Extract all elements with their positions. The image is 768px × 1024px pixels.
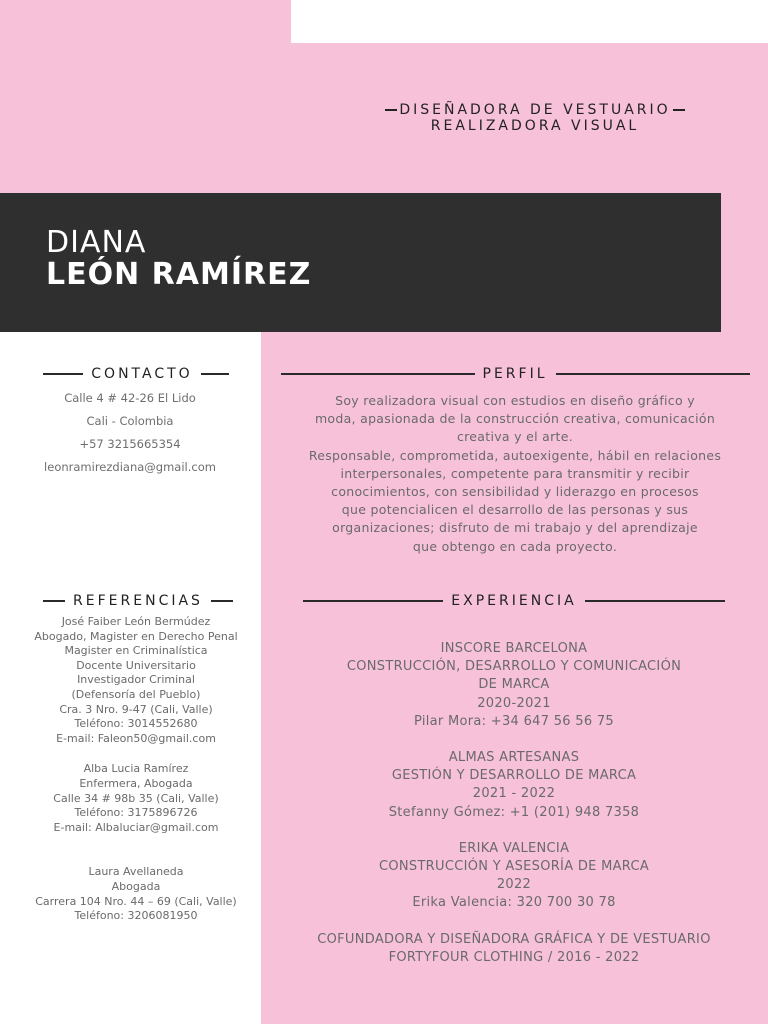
perfil-line: Responsable, comprometida, autoexigente, hábil en relaciones [308, 447, 722, 463]
perfil-line: moda, apasionada de la construcción creativa, comunicación [314, 411, 716, 427]
reference-line: Teléfono: 3206081950 [74, 909, 198, 923]
experiencia-title: EXPERIENCIA [451, 593, 577, 609]
reference-name: Alba Lucia Ramírez [83, 762, 189, 776]
experience-line: GESTIÓN Y DESARROLLO DE MARCA [391, 768, 637, 784]
heading-rule [211, 600, 233, 602]
perfil-text [276, 392, 754, 556]
experience-company: ERIKA VALENCIA [458, 840, 570, 856]
experience-item [276, 931, 752, 967]
tagline-line1: DISEÑADORA DE VESTUARIO [399, 102, 671, 118]
experience-line: FORTYFOUR CLOTHING / 2016 - 2022 [388, 949, 640, 965]
reference-item [0, 865, 272, 923]
reference-line: Teléfono: 3175896726 [74, 806, 198, 820]
reference-line: Carrera 104 Nro. 44 – 69 (Cali, Valle) [35, 894, 237, 908]
experience-contact: Stefanny Gómez: +1 (201) 948 7358 [388, 804, 640, 820]
perfil-line: Soy realizadora visual con estudios en diseño gráfico y [335, 393, 695, 408]
contact-heading [32, 364, 240, 384]
tagline-bar-right [673, 109, 685, 111]
referencias-heading [32, 591, 244, 611]
reference-line: Abogada [111, 879, 161, 893]
heading-rule [201, 373, 229, 375]
reference-line: (Defensoría del Pueblo) [71, 687, 201, 701]
experiencia-heading [288, 591, 740, 611]
experience-item [276, 840, 752, 913]
contact-title: CONTACTO [91, 366, 193, 382]
reference-line: Docente Universitario [76, 658, 196, 672]
heading-rule [281, 373, 475, 375]
experience-line: CONSTRUCCIÓN, DESARROLLO Y COMUNICACIÓN [346, 659, 682, 675]
reference-line: Cra. 3 Nro. 9-47 (Cali, Valle) [59, 702, 213, 716]
contact-block [22, 387, 238, 479]
experience-item [276, 640, 752, 731]
experience-contact: Pilar Mora: +34 647 56 56 75 [413, 713, 615, 729]
first-name: DIANA [46, 225, 147, 260]
experience-company: INSCORE BARCELONA [440, 641, 588, 656]
experiencia-list [276, 640, 752, 985]
contact-address: Calle 4 # 42-26 El Lido [64, 391, 196, 405]
heading-rule [585, 600, 725, 602]
experience-line: DE MARCA [478, 677, 550, 693]
experience-contact: Erika Valencia: 320 700 30 78 [412, 895, 616, 911]
perfil-heading [274, 364, 756, 384]
experience-line: CONSTRUCCIÓN Y ASESORÍA DE MARCA [378, 859, 650, 875]
perfil-line: que obtengo en cada proyecto. [412, 538, 618, 554]
reference-name: José Faiber León Bermúdez [61, 615, 211, 628]
experience-company: ALMAS ARTESANAS [448, 750, 580, 766]
contact-phone: +57 3215665354 [79, 437, 181, 451]
heading-rule [43, 373, 83, 375]
tagline-bar-left [385, 109, 397, 111]
reference-name: Laura Avellaneda [88, 865, 184, 879]
pink-background-top-left [0, 0, 291, 43]
reference-line: Enfermera, Abogada [79, 776, 193, 790]
contact-city: Cali - Colombia [86, 414, 174, 428]
perfil-line: creativa y el arte. [456, 429, 574, 445]
job-tagline [360, 102, 710, 134]
reference-line: Magister en Criminalística [64, 644, 208, 658]
reference-item [0, 762, 272, 835]
reference-email[interactable]: E-mail: Albaluciar@gmail.com [53, 820, 219, 834]
contact-email[interactable]: leonramirezdiana@gmail.com [44, 460, 216, 474]
referencias-list [0, 615, 272, 938]
perfil-line: que potencialicen el desarrollo de las personas y sus [341, 502, 689, 518]
tagline-line2: REALIZADORA VISUAL [430, 118, 640, 134]
heading-rule [556, 373, 750, 375]
referencias-title: REFERENCIAS [73, 593, 203, 609]
reference-line: Investigador Criminal [77, 673, 195, 687]
perfil-line: conocimientos, con sensibilidad y liderazgo en procesos [331, 484, 699, 500]
perfil-title: PERFIL [482, 366, 548, 382]
perfil-line: organizaciones; disfruto de mi trabajo y del aprendizaje [332, 520, 698, 536]
experience-line: 2022 [496, 877, 532, 893]
heading-rule [303, 600, 443, 602]
reference-email[interactable]: E-mail: Faleon50@gmail.com [56, 731, 216, 745]
reference-line: Abogado, Magister en Derecho Penal [34, 629, 238, 643]
experience-line: 2021 - 2022 [472, 786, 556, 802]
experience-company: COFUNDADORA Y DISEÑADORA GRÁFICA Y DE VESTUARIO [317, 931, 711, 947]
reference-item [0, 615, 272, 746]
experience-line: 2020-2021 [477, 695, 551, 711]
reference-line: Teléfono: 3014552680 [74, 717, 198, 731]
last-name: LEÓN RAMÍREZ [46, 257, 312, 292]
heading-rule [43, 600, 65, 602]
experience-item [276, 749, 752, 822]
perfil-line: interpersonales, competente para transmitir y recibir [340, 465, 690, 481]
reference-line: Calle 34 # 98b 35 (Cali, Valle) [53, 791, 219, 805]
